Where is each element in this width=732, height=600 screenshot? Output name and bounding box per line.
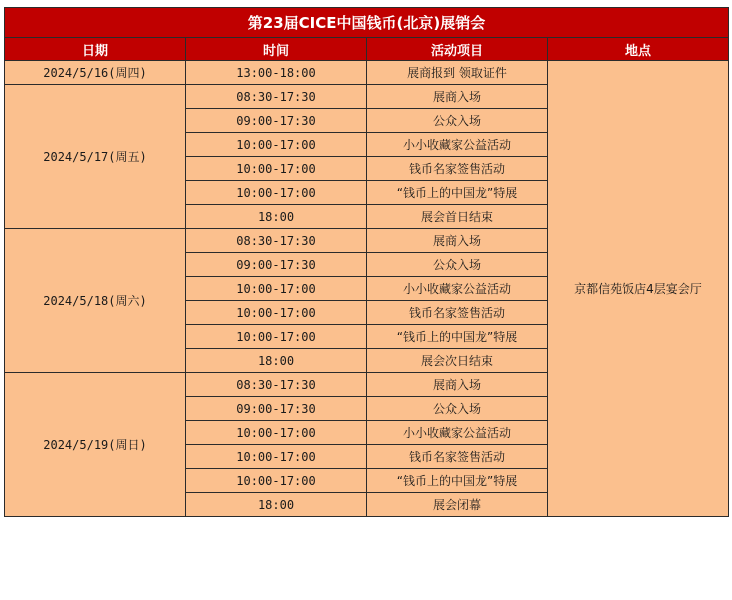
activity-cell: 展会闭幕 (367, 493, 548, 517)
date-cell: 2024/5/17(周五) (5, 85, 186, 229)
activity-cell: 小小收藏家公益活动 (367, 277, 548, 301)
time-cell: 08:30-17:30 (186, 229, 367, 253)
table-title: 第23届CICE中国钱币(北京)展销会 (5, 8, 729, 38)
header-venue: 地点 (548, 38, 729, 61)
time-cell: 09:00-17:30 (186, 253, 367, 277)
time-cell: 10:00-17:00 (186, 421, 367, 445)
time-cell: 08:30-17:30 (186, 85, 367, 109)
time-cell: 10:00-17:00 (186, 325, 367, 349)
time-cell: 10:00-17:00 (186, 445, 367, 469)
time-cell: 10:00-17:00 (186, 133, 367, 157)
activity-cell: 钱币名家签售活动 (367, 445, 548, 469)
date-cell: 2024/5/19(周日) (5, 373, 186, 517)
activity-cell: 展商入场 (367, 229, 548, 253)
time-cell: 10:00-17:00 (186, 181, 367, 205)
time-cell: 10:00-17:00 (186, 301, 367, 325)
time-cell: 18:00 (186, 205, 367, 229)
activity-cell: 小小收藏家公益活动 (367, 133, 548, 157)
date-cell: 2024/5/16(周四) (5, 61, 186, 85)
activity-cell: “钱币上的中国龙”特展 (367, 325, 548, 349)
table-row (5, 61, 729, 85)
activity-cell: “钱币上的中国龙”特展 (367, 469, 548, 493)
activity-cell: 展商报到 领取证件 (367, 61, 548, 85)
time-cell: 18:00 (186, 349, 367, 373)
time-cell: 13:00-18:00 (186, 61, 367, 85)
time-cell: 18:00 (186, 493, 367, 517)
time-cell: 10:00-17:00 (186, 469, 367, 493)
header-row (5, 38, 729, 61)
time-cell: 09:00-17:30 (186, 109, 367, 133)
activity-cell: 公众入场 (367, 109, 548, 133)
header-time: 时间 (186, 38, 367, 61)
activity-cell: 公众入场 (367, 397, 548, 421)
activity-cell: 小小收藏家公益活动 (367, 421, 548, 445)
activity-cell: 展商入场 (367, 85, 548, 109)
title-row (5, 8, 729, 38)
time-cell: 10:00-17:00 (186, 277, 367, 301)
time-cell: 10:00-17:00 (186, 157, 367, 181)
time-cell: 08:30-17:30 (186, 373, 367, 397)
time-cell: 09:00-17:30 (186, 397, 367, 421)
activity-cell: 公众入场 (367, 253, 548, 277)
header-date: 日期 (5, 38, 186, 61)
activity-cell: 展会首日结束 (367, 205, 548, 229)
activity-cell: 展会次日结束 (367, 349, 548, 373)
activity-cell: 钱币名家签售活动 (367, 301, 548, 325)
schedule-table (4, 7, 729, 517)
activity-cell: 钱币名家签售活动 (367, 157, 548, 181)
venue-cell: 京都信苑饭店4层宴会厅 (548, 61, 729, 517)
header-activity: 活动项目 (367, 38, 548, 61)
activity-cell: 展商入场 (367, 373, 548, 397)
date-cell: 2024/5/18(周六) (5, 229, 186, 373)
activity-cell: “钱币上的中国龙”特展 (367, 181, 548, 205)
